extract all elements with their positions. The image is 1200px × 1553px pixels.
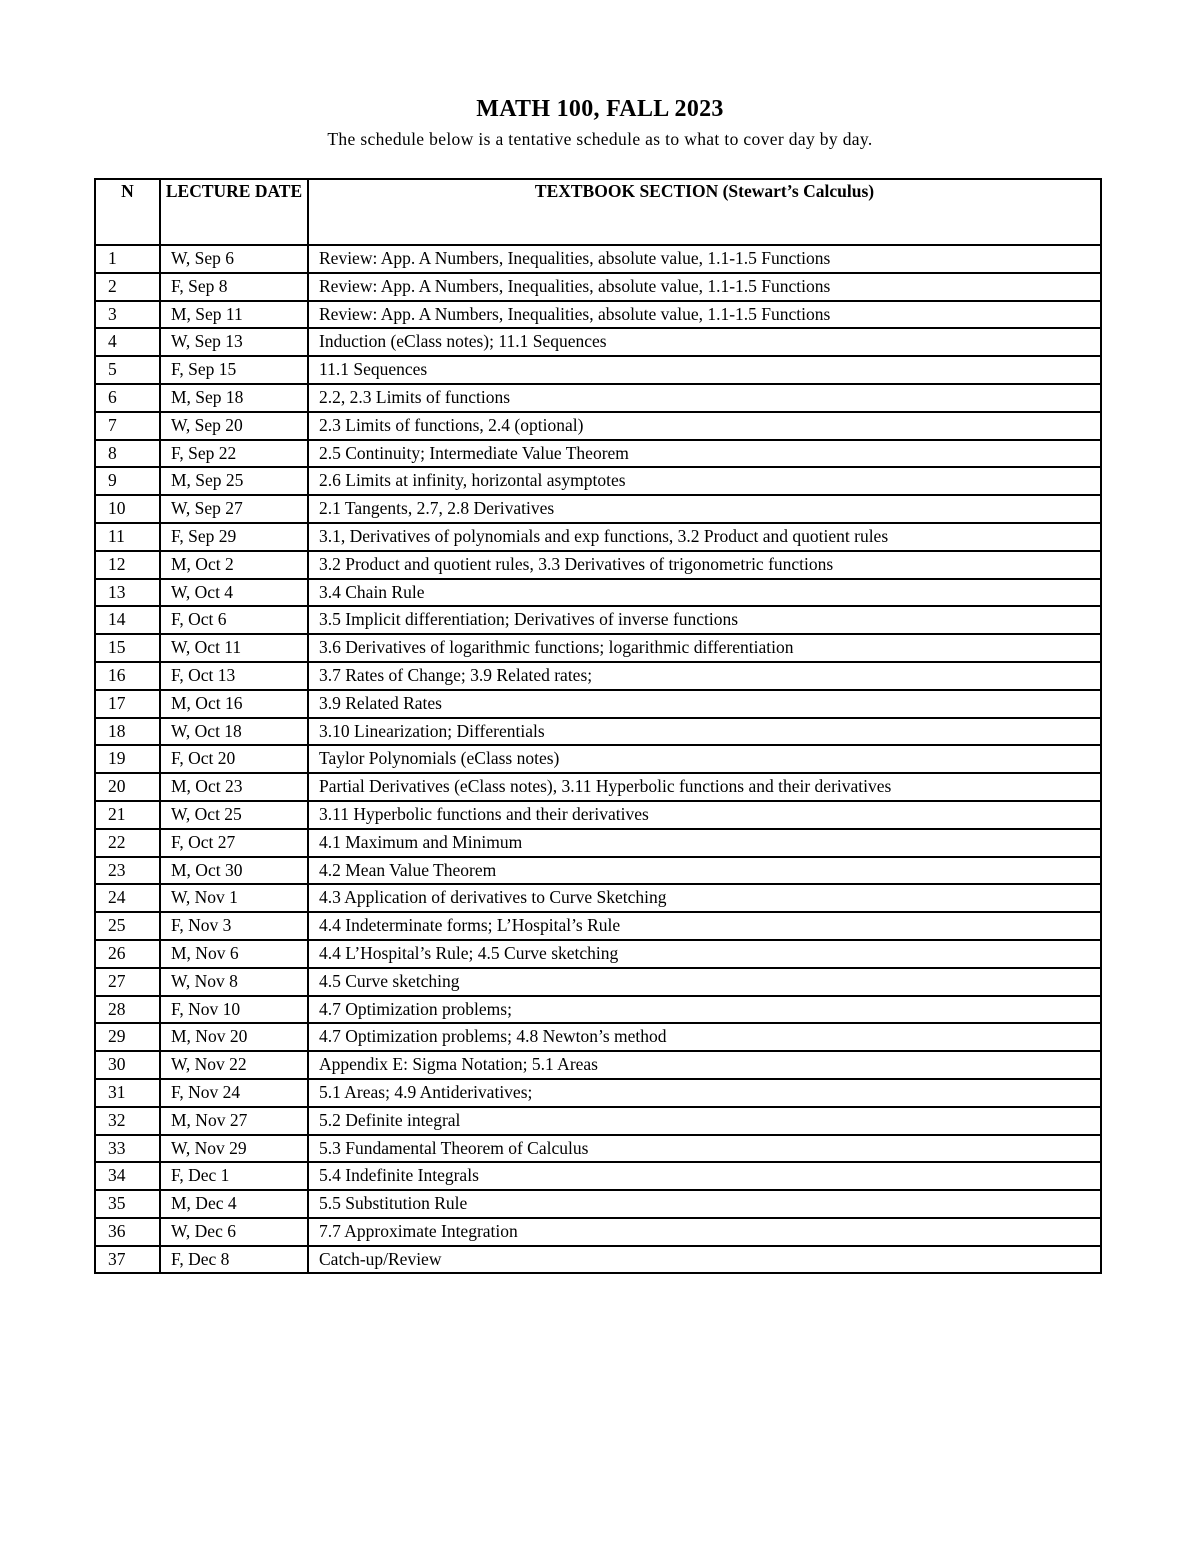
textbook-section-cell: 2.6 Limits at infinity, horizontal asymptotes	[308, 467, 1101, 495]
lecture-date-cell: W, Oct 25	[160, 801, 308, 829]
row-number-cell: 9	[95, 467, 160, 495]
row-number-cell: 33	[95, 1135, 160, 1163]
textbook-section-cell: 5.2 Definite integral	[308, 1107, 1101, 1135]
table-row	[95, 356, 1101, 384]
table-row	[95, 857, 1101, 885]
lecture-date-cell: F, Nov 10	[160, 996, 308, 1024]
lecture-date-cell: F, Dec 8	[160, 1246, 308, 1274]
table-row	[95, 1135, 1101, 1163]
row-number-cell: 22	[95, 829, 160, 857]
row-number-cell: 34	[95, 1162, 160, 1190]
row-number-cell: 36	[95, 1218, 160, 1246]
textbook-section-cell: 3.11 Hyperbolic functions and their derivatives	[308, 801, 1101, 829]
textbook-section-cell: 4.3 Application of derivatives to Curve Sketching	[308, 884, 1101, 912]
lecture-date-cell: F, Nov 24	[160, 1079, 308, 1107]
row-number-cell: 19	[95, 745, 160, 773]
table-row	[95, 328, 1101, 356]
textbook-section-cell: 4.1 Maximum and Minimum	[308, 829, 1101, 857]
lecture-date-cell: F, Oct 6	[160, 606, 308, 634]
row-number-cell: 25	[95, 912, 160, 940]
row-number-cell: 37	[95, 1246, 160, 1274]
row-number-cell: 21	[95, 801, 160, 829]
lecture-date-cell: M, Oct 16	[160, 690, 308, 718]
table-row	[95, 579, 1101, 607]
lecture-date-cell: W, Dec 6	[160, 1218, 308, 1246]
table-row	[95, 1162, 1101, 1190]
textbook-section-cell: 5.3 Fundamental Theorem of Calculus	[308, 1135, 1101, 1163]
table-row	[95, 1246, 1101, 1274]
lecture-date-cell: W, Nov 1	[160, 884, 308, 912]
lecture-date-cell: W, Sep 6	[160, 245, 308, 273]
lecture-date-cell: F, Sep 15	[160, 356, 308, 384]
lecture-date-cell: M, Oct 2	[160, 551, 308, 579]
lecture-date-cell: W, Nov 22	[160, 1051, 308, 1079]
column-header-textbook-section: TEXTBOOK SECTION (Stewart’s Calculus)	[308, 179, 1101, 245]
lecture-date-cell: W, Oct 4	[160, 579, 308, 607]
textbook-section-cell: 4.4 Indeterminate forms; L’Hospital’s Rule	[308, 912, 1101, 940]
lecture-date-cell: F, Oct 20	[160, 745, 308, 773]
row-number-cell: 30	[95, 1051, 160, 1079]
lecture-date-cell: F, Sep 22	[160, 440, 308, 468]
row-number-cell: 14	[95, 606, 160, 634]
table-row	[95, 829, 1101, 857]
lecture-date-cell: W, Sep 20	[160, 412, 308, 440]
table-row	[95, 384, 1101, 412]
table-row	[95, 273, 1101, 301]
lecture-date-cell: M, Oct 23	[160, 773, 308, 801]
row-number-cell: 13	[95, 579, 160, 607]
textbook-section-cell: 3.1, Derivatives of polynomials and exp functions, 3.2 Product and quotient rules	[308, 523, 1101, 551]
lecture-date-cell: W, Sep 13	[160, 328, 308, 356]
textbook-section-cell: 4.7 Optimization problems; 4.8 Newton’s method	[308, 1023, 1101, 1051]
table-row	[95, 773, 1101, 801]
row-number-cell: 6	[95, 384, 160, 412]
table-row	[95, 690, 1101, 718]
row-number-cell: 17	[95, 690, 160, 718]
table-row	[95, 745, 1101, 773]
row-number-cell: 23	[95, 857, 160, 885]
table-row	[95, 1051, 1101, 1079]
row-number-cell: 12	[95, 551, 160, 579]
lecture-date-cell: F, Nov 3	[160, 912, 308, 940]
textbook-section-cell: Induction (eClass notes); 11.1 Sequences	[308, 328, 1101, 356]
textbook-section-cell: Review: App. A Numbers, Inequalities, absolute value, 1.1-1.5 Functions	[308, 273, 1101, 301]
page-title: MATH 100, FALL 2023	[476, 96, 724, 122]
lecture-date-cell: M, Nov 27	[160, 1107, 308, 1135]
table-row	[95, 912, 1101, 940]
page-subtitle: The schedule below is a tentative schedule as to what to cover day by day.	[327, 129, 873, 149]
row-number-cell: 18	[95, 718, 160, 746]
table-row	[95, 634, 1101, 662]
table-row	[95, 1079, 1101, 1107]
table-row	[95, 412, 1101, 440]
table-row	[95, 996, 1101, 1024]
textbook-section-cell: Review: App. A Numbers, Inequalities, absolute value, 1.1-1.5 Functions	[308, 301, 1101, 329]
table-row	[95, 1218, 1101, 1246]
table-row	[95, 301, 1101, 329]
textbook-section-cell: 2.5 Continuity; Intermediate Value Theorem	[308, 440, 1101, 468]
textbook-section-cell: 11.1 Sequences	[308, 356, 1101, 384]
row-number-cell: 8	[95, 440, 160, 468]
lecture-date-cell: M, Nov 20	[160, 1023, 308, 1051]
textbook-section-cell: 2.2, 2.3 Limits of functions	[308, 384, 1101, 412]
textbook-section-cell: Appendix E: Sigma Notation; 5.1 Areas	[308, 1051, 1101, 1079]
table-row	[95, 1023, 1101, 1051]
schedule-table-body	[95, 245, 1101, 1273]
table-row	[95, 801, 1101, 829]
textbook-section-cell: Taylor Polynomials (eClass notes)	[308, 745, 1101, 773]
textbook-section-cell: 2.1 Tangents, 2.7, 2.8 Derivatives	[308, 495, 1101, 523]
textbook-section-cell: 7.7 Approximate Integration	[308, 1218, 1101, 1246]
lecture-date-cell: M, Sep 11	[160, 301, 308, 329]
lecture-date-cell: M, Oct 30	[160, 857, 308, 885]
row-number-cell: 10	[95, 495, 160, 523]
table-row	[95, 495, 1101, 523]
row-number-cell: 27	[95, 968, 160, 996]
lecture-date-cell: W, Sep 27	[160, 495, 308, 523]
textbook-section-cell: 5.4 Indefinite Integrals	[308, 1162, 1101, 1190]
table-row	[95, 551, 1101, 579]
table-row	[95, 606, 1101, 634]
row-number-cell: 1	[95, 245, 160, 273]
lecture-date-cell: F, Dec 1	[160, 1162, 308, 1190]
lecture-date-cell: F, Oct 13	[160, 662, 308, 690]
lecture-date-cell: F, Sep 29	[160, 523, 308, 551]
lecture-date-cell: M, Sep 25	[160, 467, 308, 495]
textbook-section-cell: 4.7 Optimization problems;	[308, 996, 1101, 1024]
lecture-date-cell: W, Oct 18	[160, 718, 308, 746]
row-number-cell: 35	[95, 1190, 160, 1218]
lecture-date-cell: W, Nov 29	[160, 1135, 308, 1163]
table-row	[95, 245, 1101, 273]
textbook-section-cell: 3.9 Related Rates	[308, 690, 1101, 718]
textbook-section-cell: 3.10 Linearization; Differentials	[308, 718, 1101, 746]
lecture-date-cell: M, Dec 4	[160, 1190, 308, 1218]
table-row	[95, 467, 1101, 495]
textbook-section-cell: 2.3 Limits of functions, 2.4 (optional)	[308, 412, 1101, 440]
lecture-date-cell: W, Nov 8	[160, 968, 308, 996]
lecture-date-cell: W, Oct 11	[160, 634, 308, 662]
row-number-cell: 32	[95, 1107, 160, 1135]
row-number-cell: 3	[95, 301, 160, 329]
row-number-cell: 29	[95, 1023, 160, 1051]
row-number-cell: 2	[95, 273, 160, 301]
row-number-cell: 28	[95, 996, 160, 1024]
row-number-cell: 15	[95, 634, 160, 662]
lecture-date-cell: M, Nov 6	[160, 940, 308, 968]
row-number-cell: 24	[95, 884, 160, 912]
row-number-cell: 7	[95, 412, 160, 440]
table-row	[95, 1190, 1101, 1218]
textbook-section-cell: 4.2 Mean Value Theorem	[308, 857, 1101, 885]
textbook-section-cell: 3.7 Rates of Change; 3.9 Related rates;	[308, 662, 1101, 690]
table-row	[95, 662, 1101, 690]
textbook-section-cell: 3.6 Derivatives of logarithmic functions; logarithmic differentiation	[308, 634, 1101, 662]
row-number-cell: 31	[95, 1079, 160, 1107]
row-number-cell: 26	[95, 940, 160, 968]
textbook-section-cell: 5.5 Substitution Rule	[308, 1190, 1101, 1218]
row-number-cell: 20	[95, 773, 160, 801]
lecture-date-cell: F, Sep 8	[160, 273, 308, 301]
lecture-date-cell: F, Oct 27	[160, 829, 308, 857]
table-row	[95, 940, 1101, 968]
textbook-section-cell: 3.2 Product and quotient rules, 3.3 Derivatives of trigonometric functions	[308, 551, 1101, 579]
table-row	[95, 884, 1101, 912]
table-row	[95, 523, 1101, 551]
column-header-lecture-date: LECTURE DATE	[160, 179, 308, 245]
textbook-section-cell: Catch-up/Review	[308, 1246, 1101, 1274]
textbook-section-cell: Review: App. A Numbers, Inequalities, absolute value, 1.1-1.5 Functions	[308, 245, 1101, 273]
row-number-cell: 11	[95, 523, 160, 551]
textbook-section-cell: 3.5 Implicit differentiation; Derivatives of inverse functions	[308, 606, 1101, 634]
schedule-table	[94, 178, 1102, 1274]
column-header-n: N	[95, 179, 160, 245]
row-number-cell: 5	[95, 356, 160, 384]
textbook-section-cell: 4.5 Curve sketching	[308, 968, 1101, 996]
table-row	[95, 718, 1101, 746]
row-number-cell: 16	[95, 662, 160, 690]
table-row	[95, 968, 1101, 996]
table-row	[95, 440, 1101, 468]
lecture-date-cell: M, Sep 18	[160, 384, 308, 412]
textbook-section-cell: 3.4 Chain Rule	[308, 579, 1101, 607]
textbook-section-cell: 5.1 Areas; 4.9 Antiderivatives;	[308, 1079, 1101, 1107]
textbook-section-cell: Partial Derivatives (eClass notes), 3.11 Hyperbolic functions and their derivatives	[308, 773, 1101, 801]
row-number-cell: 4	[95, 328, 160, 356]
textbook-section-cell: 4.4 L’Hospital’s Rule; 4.5 Curve sketching	[308, 940, 1101, 968]
table-row	[95, 1107, 1101, 1135]
table-header-row	[95, 179, 1101, 245]
